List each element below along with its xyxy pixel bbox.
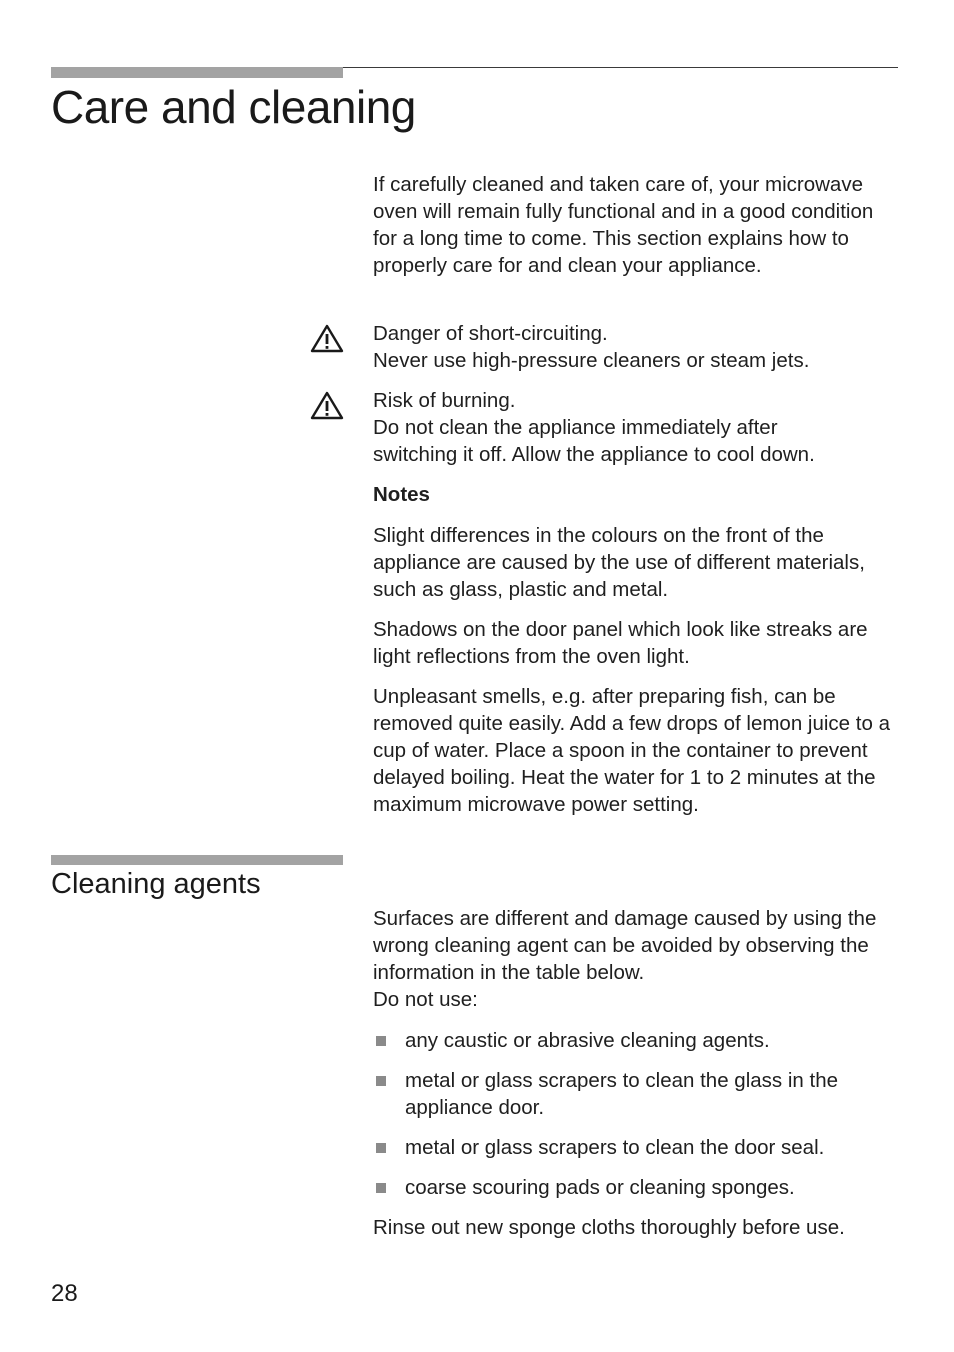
intro-block xyxy=(373,171,903,279)
page-title: Care and cleaning xyxy=(51,81,416,133)
list-item-text: metal or glass scrapers to clean the glass in the appliance door. xyxy=(405,1069,838,1119)
do-not-use-label: Do not use: xyxy=(373,988,478,1011)
closing-note xyxy=(373,1214,903,1241)
square-bullet-icon xyxy=(376,1143,386,1153)
note-text: Slight differences in the colours on the front of the appliance are caused by the use of different materials, such as glass, plastic and metal. xyxy=(373,524,865,601)
section-heading: Cleaning agents xyxy=(51,868,261,900)
warning-triangle-icon xyxy=(310,323,344,353)
square-bullet-icon xyxy=(376,1076,386,1086)
note-paragraph-1 xyxy=(373,522,903,603)
do-not-use-list xyxy=(373,1027,903,1201)
warning-burning xyxy=(373,387,903,468)
square-bullet-icon xyxy=(376,1183,386,1193)
list-item xyxy=(373,1067,875,1121)
intro-paragraph: If carefully cleaned and taken care of, your microwave oven will remain fully functional and in a good condition for a long time to come. This section explains how to properly care for and clean your appliance. xyxy=(373,173,874,277)
warning-title: Danger of short-circuiting. xyxy=(373,322,608,345)
list-item xyxy=(373,1027,903,1054)
cleaning-intro-text: Surfaces are different and damage caused by using the wrong cleaning agent can be avoided by observing the information in the table below. xyxy=(373,907,877,984)
note-text: Shadows on the door panel which look like streaks are light reflections from the oven light. xyxy=(373,618,868,668)
notes-block xyxy=(373,481,903,508)
warning-text: Never use high-pressure cleaners or steam jets. xyxy=(373,349,810,372)
header-rule-thick xyxy=(51,67,343,78)
list-item-text: metal or glass scrapers to clean the door seal. xyxy=(405,1136,825,1159)
warning-short-circuit xyxy=(373,320,903,374)
cleaning-intro xyxy=(373,905,903,1013)
list-item-text: any caustic or abrasive cleaning agents. xyxy=(405,1029,770,1052)
warning-triangle-icon xyxy=(310,390,344,420)
warning-text: Do not clean the appliance immediately after switching it off. Allow the appliance to cool down. xyxy=(373,416,815,466)
list-item-text: coarse scouring pads or cleaning sponges. xyxy=(405,1176,795,1199)
list-item xyxy=(373,1134,903,1161)
note-text: Unpleasant smells, e.g. after preparing fish, can be removed quite easily. Add a few drops of lemon juice to a cup of water. Place a spoon in the container to prevent delayed boiling. Heat the water for 1 to 2 minutes at the maximum microwave power setting. xyxy=(373,685,890,816)
note-paragraph-2 xyxy=(373,616,903,670)
notes-heading: Notes xyxy=(373,483,430,506)
warning-title: Risk of burning. xyxy=(373,389,516,412)
page-number: 28 xyxy=(51,1280,78,1307)
closing-text: Rinse out new sponge cloths thoroughly before use. xyxy=(373,1216,845,1239)
section-rule-thick xyxy=(51,855,343,865)
note-paragraph-3 xyxy=(373,683,903,818)
header-rule-thin xyxy=(343,67,898,68)
list-item xyxy=(373,1174,903,1201)
square-bullet-icon xyxy=(376,1036,386,1046)
